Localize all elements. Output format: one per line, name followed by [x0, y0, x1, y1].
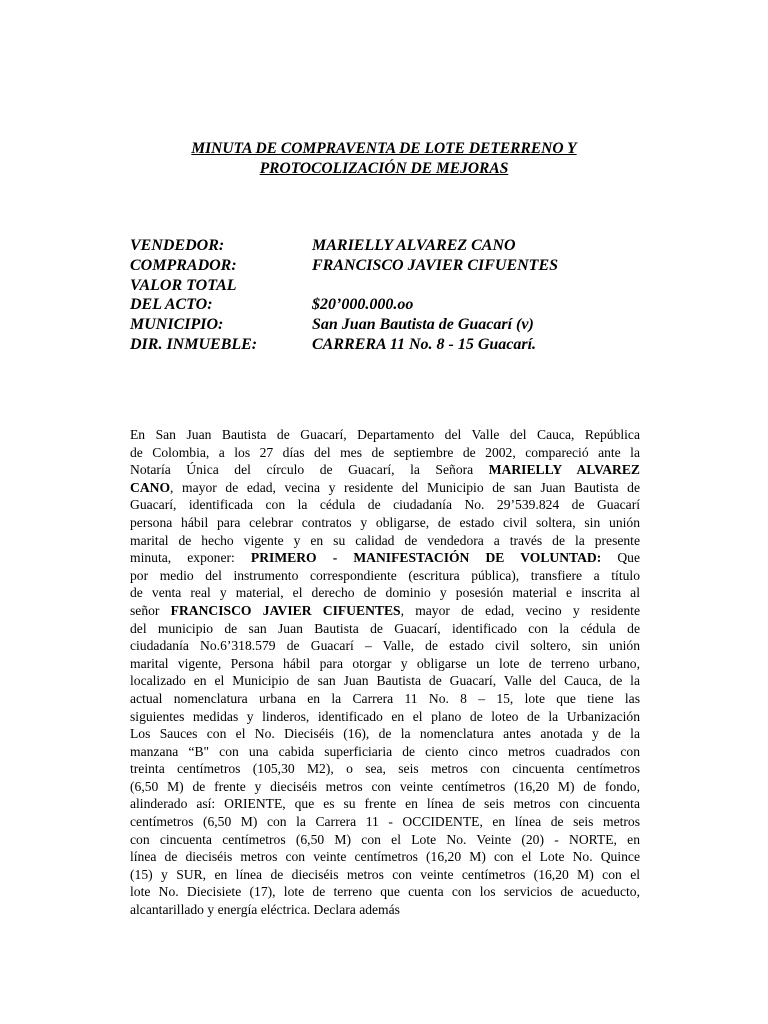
comprador-row	[130, 257, 650, 277]
comprador-name: FRANCISCO JAVIER CIFUENTES	[170, 602, 401, 618]
deed-body-paragraph	[130, 426, 640, 919]
body-text-run: Notaría Única del círculo de Guacarí, la Señora	[130, 462, 489, 478]
body-line: con cincuenta centímetros (6,50 M) con el Lote No. Veinte (20) - NORTE, en	[130, 831, 640, 847]
body-line: de venta real y material, el derecho de dominio y posesión material e inscrita al	[130, 585, 640, 601]
municipio-row	[130, 316, 650, 336]
body-line: Los Sauces con el No. Dieciséis (16), de la nomenclatura antes anotada y de la	[130, 726, 640, 742]
body-line: alcantarillado y energía eléctrica. Declara además	[130, 902, 400, 918]
body-line: (6,50 M) de frente y dieciséis metros con veinte centímetros (16,20 M) de fondo,	[130, 778, 640, 794]
title-line-1: MINUTA DE COMPRAVENTA DE LOTE DETERRENO Y	[191, 140, 577, 157]
dir-inmueble-label: DIR. INMUEBLE:	[130, 335, 258, 353]
body-line	[130, 479, 640, 497]
body-line: siguientes medidas y linderos, identificado en el plano de loteo de la Urbanización	[130, 708, 640, 724]
comprador-label: COMPRADOR:	[130, 256, 237, 274]
valor-total-label: VALOR TOTAL	[130, 276, 237, 294]
body-line: En San Juan Bautista de Guacarí, Departamento del Valle del Cauca, República	[130, 427, 640, 442]
vendedor-row	[130, 237, 650, 257]
body-line	[130, 549, 640, 567]
vendedora-name: MARIELLY ALVAREZ	[488, 462, 640, 478]
body-line: (15) y SUR, en línea de dieciséis metros con veinte centímetros (16,20 M) con el	[130, 866, 640, 882]
body-text-run: Que	[601, 550, 640, 566]
body-line: de Colombia, a los 27 días del mes de septiembre de 2002, compareció ante la	[130, 444, 640, 460]
document-title	[128, 139, 640, 179]
clause-heading: PRIMERO - MANIFESTACIÓN DE VOLUNTAD:	[250, 550, 602, 566]
title-line-2: PROTOCOLIZACIÓN DE MEJORAS	[259, 160, 509, 177]
vendedora-surname: CANO	[130, 479, 171, 495]
body-line	[130, 461, 640, 479]
deed-summary	[130, 237, 650, 356]
municipio-value: San Juan Bautista de Guacarí (v)	[312, 316, 534, 334]
body-line: centímetros (6,50 M) con la Carrera 11 - OCCIDENTE, en línea de seis metros	[130, 814, 640, 830]
body-line: alinderado así: ORIENTE, que es su frente en línea de seis metros con cincuenta	[130, 796, 640, 812]
valor-total-row	[130, 277, 650, 297]
vendedor-label: VENDEDOR:	[130, 237, 225, 254]
body-line: actual nomenclatura urbana en la Carrera 11 No. 8 – 15, lote que tiene las	[130, 690, 640, 706]
body-line: manzana “B" con una cabida superficiaria de ciento cinco metros cuadrados con	[130, 743, 640, 759]
body-line: marital vigente, Persona hábil para otorgar y obligarse un lote de terreno urbano,	[130, 655, 640, 671]
body-line: del municipio de san Juan Bautista de Guacarí, identificado con la cédula de	[130, 620, 640, 636]
body-text-run: minuta, exponer:	[130, 550, 251, 566]
body-line: Guacarí, identificada con la cédula de ciudadanía No. 29’539.824 de Guacarí	[130, 497, 640, 513]
vendedor-value: MARIELLY ALVAREZ CANO	[312, 237, 516, 254]
body-line: treinta centímetros (105,30 M2), o sea, seis metros con cincuenta centímetros	[130, 761, 640, 777]
body-text-run: , mayor de edad, vecina y residente del Municipio de san Juan Bautista de	[170, 479, 640, 495]
body-line: persona hábil para celebrar contratos y obligarse, de estado civil soltera, sin unión	[130, 514, 640, 530]
body-line: ciudadanía No.6’318.579 de Guacarí – Valle, de estado civil soltero, sin unión	[130, 638, 640, 654]
del-acto-value: $20’000.000.oo	[312, 296, 414, 314]
body-line: línea de dieciséis metros con veinte centímetros (16,20 M) con el Lote No. Quince	[130, 849, 640, 865]
body-line: marital de hecho vigente y en su calidad de vendedora a través de la presente	[130, 532, 640, 548]
body-text-run: , mayor de edad, vecino y residente	[400, 602, 640, 618]
body-line: por medio del instrumento correspondiente (escritura pública), transfiere a título	[130, 567, 640, 583]
comprador-value: FRANCISCO JAVIER CIFUENTES	[312, 256, 559, 274]
body-line	[130, 602, 640, 620]
del-acto-row	[130, 296, 650, 316]
body-text-run: señor	[130, 602, 171, 618]
dir-inmueble-value: CARRERA 11 No. 8 - 15 Guacarí.	[312, 335, 537, 353]
body-line: localizado en el Municipio de san Juan Bautista de Guacarí, Valle del Cauca, de la	[130, 673, 640, 689]
municipio-label: MUNICIPIO:	[130, 316, 224, 334]
del-acto-label: DEL ACTO:	[130, 296, 213, 314]
body-line: lote No. Diecisiete (17), lote de terreno que cuenta con los servicios de acueducto,	[130, 884, 640, 900]
dir-inmueble-row	[130, 336, 650, 356]
